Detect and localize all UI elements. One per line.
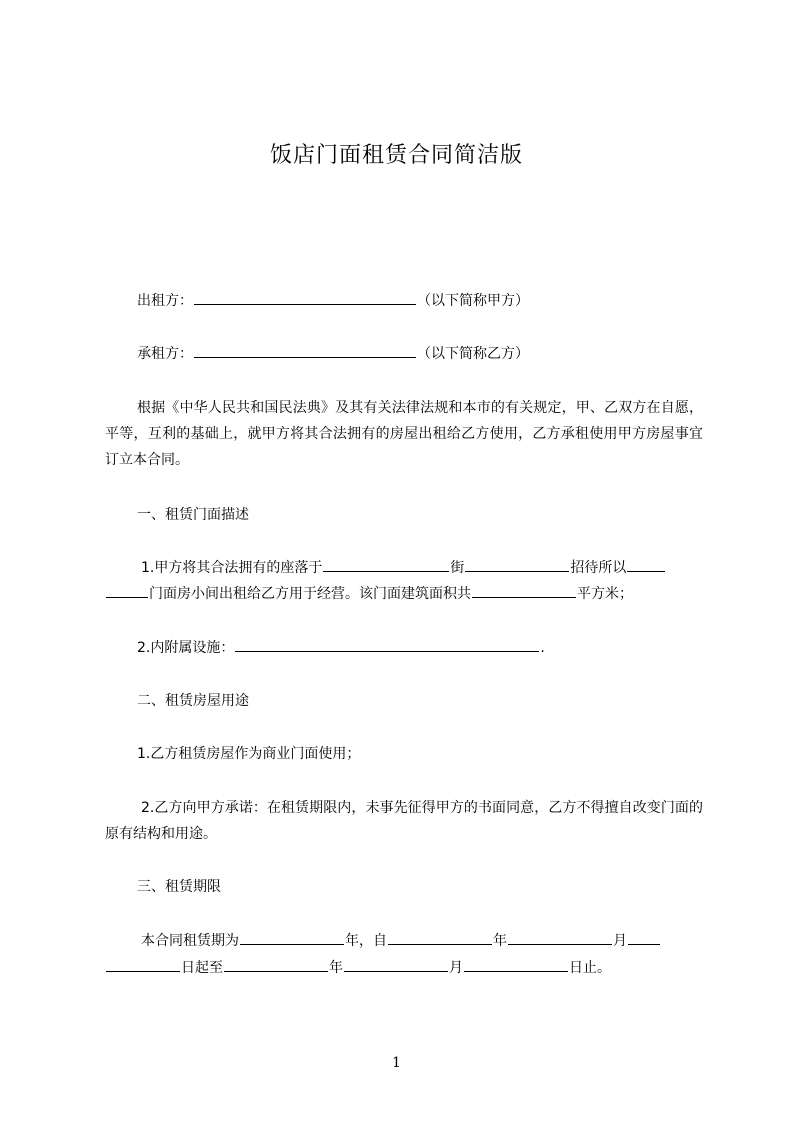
section1-item1-line1 — [141, 555, 741, 581]
section1-item1-text-b: 街 — [450, 560, 465, 576]
section2-item2: 2.乙方向甲方承诺：在租赁期限内，未事先征得甲方的书面同意，乙方不得擅自改变门面的原有结构和用途。 — [105, 800, 703, 842]
area-blank[interactable] — [472, 582, 576, 598]
facilities-blank[interactable] — [235, 636, 539, 652]
end-month-blank[interactable] — [344, 956, 448, 972]
term-text-g: 月 — [449, 960, 463, 976]
start-day-blank-b[interactable] — [106, 956, 180, 972]
section3-heading: 三、租赁期限 — [137, 879, 221, 895]
term-text-a: 本合同租赁期为 — [141, 933, 239, 949]
section3-term-line1 — [141, 928, 741, 954]
lessee-line — [137, 341, 705, 367]
section1-item1-text-d: 门面房小间出租给乙方用于经营。该门面建筑面积共 — [149, 586, 471, 602]
section1-item1-line2 — [105, 581, 705, 607]
lessor-label: 出租方： — [137, 293, 193, 309]
section3-term-line2 — [105, 955, 705, 981]
term-text-b: 年，自 — [345, 933, 387, 949]
room-blank[interactable] — [106, 582, 148, 598]
section1-item2-text-a: 2.内附属设施： — [137, 640, 235, 656]
section1-item2-text-b: . — [540, 640, 545, 656]
lessee-suffix: （以下简称乙方） — [417, 346, 529, 362]
start-month-blank[interactable] — [508, 929, 612, 945]
street-blank[interactable] — [465, 556, 569, 572]
lessor-blank[interactable] — [194, 289, 416, 305]
section1-item1-text-a: 1.甲方将其合法拥有的座落于 — [141, 560, 323, 576]
term-text-h: 日止。 — [569, 960, 611, 976]
term-text-f: 年 — [329, 960, 343, 976]
lessor-line — [137, 288, 705, 314]
end-day-blank[interactable] — [464, 956, 568, 972]
lessee-blank[interactable] — [194, 342, 416, 358]
document-title: 饭店门面租赁合同简洁版 — [269, 143, 523, 168]
location-blank[interactable] — [323, 556, 449, 572]
section1-item1-text-e: 平方米； — [577, 586, 633, 602]
term-years-blank[interactable] — [240, 929, 344, 945]
start-year-blank[interactable] — [388, 929, 492, 945]
section1-heading: 一、租赁门面描述 — [137, 507, 249, 523]
intro-paragraph: 根据《中华人民共和国民法典》及其有关法律法规和本市的有关规定，甲、乙双方在自愿，平等，互利的基础上，就甲方将其合法拥有的房屋出租给乙方使用，乙方承租使用甲方房屋事宜订立本合同。 — [105, 400, 703, 468]
start-day-blank-a[interactable] — [628, 929, 660, 945]
term-text-e: 日起至 — [181, 960, 223, 976]
lessee-label: 承租方： — [137, 346, 193, 362]
term-text-d: 月 — [613, 933, 627, 949]
section1-item2 — [137, 635, 705, 661]
page-number: 1 — [392, 1055, 401, 1071]
section2-heading: 二、租赁房屋用途 — [137, 693, 249, 709]
section1-item1-text-c: 招待所以 — [570, 560, 627, 576]
lessor-suffix: （以下简称甲方） — [417, 293, 529, 309]
end-year-blank[interactable] — [224, 956, 328, 972]
hostel-blank[interactable] — [627, 556, 665, 572]
section2-item1: 1.乙方租赁房屋作为商业门面使用； — [137, 746, 361, 762]
term-text-c: 年 — [493, 933, 507, 949]
